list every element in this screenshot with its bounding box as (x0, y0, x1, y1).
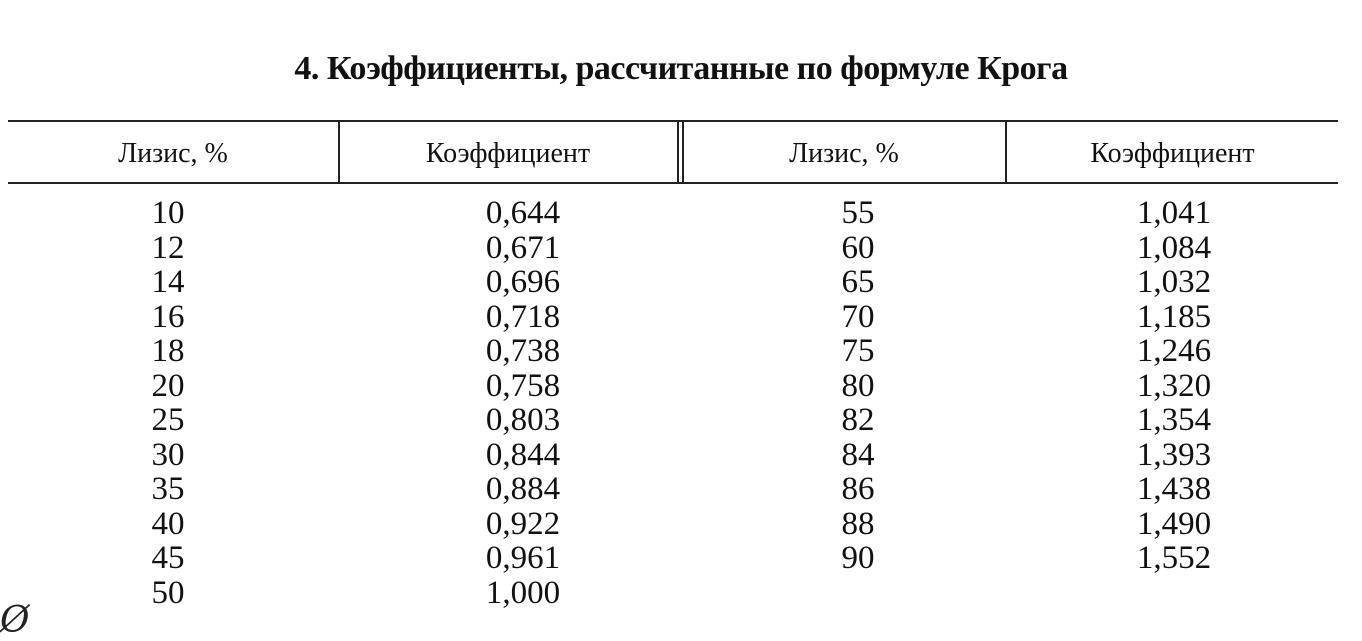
lysis-value: 35 (151, 471, 185, 507)
lysis-value: 45 (151, 540, 185, 576)
column-coefficient-left (463, 196, 583, 610)
coefficient-value: 0,644 (485, 195, 561, 231)
lysis-value: 65 (841, 264, 875, 300)
coefficient-value: 0,758 (485, 367, 561, 404)
lysis-value: 50 (151, 574, 185, 611)
header-coefficient-right: Коэффициент (1090, 138, 1255, 169)
coefficient-value: 1,552 (1136, 540, 1212, 576)
column-lysis-right (808, 196, 908, 576)
header-lysis-left: Лизис, % (118, 138, 228, 169)
lysis-value: 55 (841, 195, 875, 231)
coefficient-value: 0,884 (485, 471, 561, 507)
coefficient-value: 0,718 (485, 298, 561, 335)
lysis-value: 18 (151, 333, 185, 369)
coefficient-value: 0,803 (485, 402, 561, 438)
lysis-value: 10 (151, 195, 185, 231)
lysis-value: 14 (151, 264, 185, 300)
coefficient-value: 1,246 (1136, 333, 1212, 369)
table-top-rule (8, 120, 1338, 122)
lysis-value: 60 (841, 229, 875, 266)
coefficient-value: 1,041 (1136, 195, 1212, 231)
coefficient-value: 0,738 (485, 333, 561, 369)
header-lysis-right: Лизис, % (789, 138, 899, 169)
coefficient-value: 0,961 (485, 540, 561, 576)
coefficient-value: 0,671 (485, 229, 561, 266)
coefficient-value: 0,696 (485, 264, 561, 300)
lysis-value: 20 (151, 367, 185, 404)
coefficient-value: 1,185 (1136, 298, 1212, 335)
coefficient-value: 1,393 (1136, 436, 1212, 473)
lysis-value: 12 (151, 229, 185, 266)
table-title: 4. Коэффициенты, рассчитанные по формуле Крога (294, 50, 1068, 87)
lysis-value: 84 (841, 436, 875, 473)
column-lysis-left (118, 196, 218, 610)
lysis-value: 75 (841, 333, 875, 369)
lysis-value: 82 (841, 402, 875, 438)
lysis-value: 86 (841, 471, 875, 507)
coefficient-value: 0,922 (485, 505, 561, 542)
handwritten-mark: Ø (0, 600, 30, 641)
lysis-value: 30 (151, 436, 185, 473)
lysis-value: 88 (841, 505, 875, 542)
coefficient-value: 1,032 (1136, 264, 1212, 300)
column-divider-2a (677, 121, 679, 182)
coefficient-value: 1,000 (485, 574, 561, 611)
coefficient-value: 1,490 (1136, 505, 1212, 542)
lysis-value: 40 (151, 505, 185, 542)
lysis-value: 90 (841, 540, 875, 576)
coefficient-value: 1,354 (1136, 402, 1212, 438)
coefficient-value: 0,844 (485, 436, 561, 473)
coefficient-value: 1,320 (1136, 367, 1212, 404)
lysis-value: 80 (841, 367, 875, 404)
header-coefficient-left: Коэффициент (425, 138, 591, 169)
coefficient-value: 1,084 (1136, 229, 1212, 266)
column-coefficient-right (1114, 196, 1234, 576)
lysis-value: 16 (151, 298, 185, 335)
lysis-value: 25 (151, 402, 185, 438)
lysis-value: 70 (841, 298, 875, 335)
coefficient-value: 1,438 (1136, 471, 1212, 507)
table-header-rule (8, 182, 1338, 184)
